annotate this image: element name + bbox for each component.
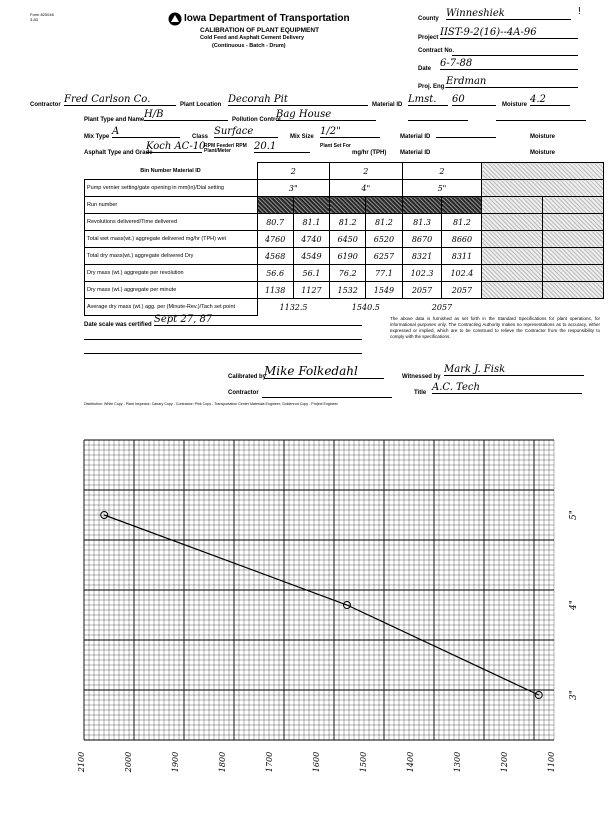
moisture-label-3: Moisture	[530, 150, 556, 156]
calibrated-label: Calibrated by	[228, 374, 267, 380]
row-label: Average dry mass (wt.) agg. per (Minute-Rev.)/Tach set point	[85, 299, 258, 316]
row-label: Pump vernier setting/gate opening in mm(in)/Dial setting	[85, 180, 258, 197]
x-tick-label: 1100	[547, 751, 556, 773]
material-id-value: Lmst.	[408, 94, 448, 106]
contractor-footer-label: Contractor	[228, 390, 259, 396]
table-row	[85, 299, 604, 316]
cell: 6520	[366, 231, 402, 248]
x-tick-label: 1900	[171, 751, 180, 773]
plant-location-value: Decorah Pit	[228, 94, 368, 106]
contractor-label: Contractor	[30, 102, 61, 108]
table-row	[85, 214, 604, 231]
date-certified-label: Date scale was certified	[84, 322, 152, 328]
disclaimer-text: The above data is furnished as set forth in the Standard Specifications for plant operations, for informational purposes only. The Contracting Authority makes no representations as to accuracy, either expressed or implied, which are to be construed to relieve the Contractor from the responsibility to comply with the specifications.	[390, 316, 600, 339]
material-id-label-2: Material ID	[400, 134, 431, 140]
agency-name: Iowa Department of Transportation	[184, 13, 350, 24]
x-tick-label: 1700	[265, 751, 274, 773]
blank-column	[482, 163, 604, 180]
cell	[257, 197, 293, 214]
county-label: County	[418, 16, 439, 22]
contract-label: Contract No.	[418, 48, 454, 54]
mix-type-label: Mix Type	[84, 134, 110, 140]
proj-eng-label: Proj. Eng.	[418, 84, 447, 90]
class-label: Class	[192, 134, 209, 140]
blank-cell	[482, 197, 543, 214]
form-number: Form 820046 3-83	[30, 12, 54, 22]
pollution-label: Pollution Control	[232, 117, 281, 123]
plant-type-label: Plant Type and Name	[84, 117, 145, 123]
cell: 8670	[402, 231, 442, 248]
cell: 77.1	[366, 265, 402, 282]
moisture-value: 4.2	[530, 94, 570, 106]
calibration-table	[84, 162, 604, 316]
blank-cell	[482, 214, 543, 231]
cell: 56.1	[293, 265, 329, 282]
x-tick-label: 1800	[218, 751, 227, 773]
pollution-value: Bag House	[276, 109, 376, 121]
cell: 2057	[442, 282, 482, 299]
footer-line-1	[84, 338, 362, 340]
date-label: Date	[418, 66, 432, 72]
date-value: 6-7-88	[440, 58, 578, 70]
blank-cell	[543, 248, 604, 265]
cell: 1540.5	[351, 302, 380, 312]
cell: 5"	[402, 180, 482, 197]
cell: 4"	[330, 180, 403, 197]
blank-cell	[543, 197, 604, 214]
blank-cell	[543, 231, 604, 248]
cell: 80.7	[257, 214, 293, 231]
plant-type-value: H/B	[144, 109, 228, 121]
blank-cell	[543, 214, 604, 231]
x-tick-label: 1500	[359, 751, 368, 773]
cell: 8321	[402, 248, 442, 265]
bin-value: 2	[402, 163, 482, 180]
row-label: Revolutions delivered/Time delivered	[85, 214, 258, 231]
row-label: Run number	[85, 197, 258, 214]
graph-marks	[77, 510, 579, 773]
cell: 4549	[293, 248, 329, 265]
cell: 102.4	[442, 265, 482, 282]
x-tick-label: 2100	[77, 751, 86, 773]
table-row	[85, 265, 604, 282]
mix-type-value: A	[112, 126, 180, 138]
graph-grid	[84, 440, 554, 740]
distribution-text: Distribution: White Copy - Plant Inspector; Canary Copy - Contractor; Pink Copy - Transportation Center Materials Engineer; Goldenrod Copy - Project Engineer	[84, 402, 338, 406]
moisture-label-2: Moisture	[530, 134, 556, 140]
blank-cell	[543, 265, 604, 282]
contract-value	[452, 54, 578, 56]
cell	[330, 197, 366, 214]
witnessed-signature: Mark J. Fisk	[444, 364, 584, 376]
title-value: A.C. Tech	[432, 382, 582, 394]
blank-cell	[482, 180, 604, 197]
x-tick-label: 2000	[124, 751, 133, 773]
bin-header-label: Bin Number Material ID	[140, 167, 201, 174]
project-label: Project	[418, 35, 439, 41]
table-row	[85, 197, 604, 214]
table-row	[85, 231, 604, 248]
rpm-label: RPM Feeder/ RPM Plant/Meter	[204, 143, 247, 154]
percent-value: 60	[452, 94, 496, 106]
cell	[402, 197, 442, 214]
cell: 1127	[293, 282, 329, 299]
row-label: Dry mass (wt.) aggregate per revolution	[85, 265, 258, 282]
title-label: Title	[414, 390, 427, 396]
cell: 1132.5	[279, 302, 308, 312]
form-title: CALIBRATION OF PLANT EQUIPMENT	[200, 27, 320, 34]
asphalt-label: Asphalt Type and Grade	[84, 150, 153, 156]
class-value: Surface	[214, 126, 278, 138]
mix-size-value: 1/2"	[320, 126, 380, 138]
county-value: Winneshiek	[446, 8, 571, 20]
cell: 76.2	[330, 265, 366, 282]
cell: 2057	[402, 282, 442, 299]
footer-line-2	[84, 352, 362, 354]
bin-value: 2	[330, 163, 403, 180]
x-tick-label: 1400	[406, 751, 415, 773]
cell: 4740	[293, 231, 329, 248]
cell: 4760	[257, 231, 293, 248]
form-subtitle-2: (Continuous - Batch - Drum)	[212, 43, 286, 49]
witnessed-label: Witnessed by	[402, 374, 441, 380]
cell: 102.3	[402, 265, 442, 282]
x-tick-label: 1200	[500, 751, 509, 773]
gate-label: 4"	[569, 600, 579, 610]
material-id-label-3: Material ID	[400, 150, 431, 156]
row-label: Total dry mass(wt.) aggregate delivered Dry	[85, 248, 258, 265]
table-row	[85, 282, 604, 299]
cell: 1138	[257, 282, 293, 299]
date-certified-value: Sept 27, 87	[154, 314, 362, 326]
bin-value: 2	[257, 163, 330, 180]
cell: 56.6	[257, 265, 293, 282]
project-value: IIST-9-2(16)--4A-96	[440, 27, 578, 39]
moisture-label: Moisture	[502, 102, 528, 108]
calibrated-signature: Mike Folkedahl	[264, 364, 384, 379]
cell: 81.3	[402, 214, 442, 231]
cell	[442, 197, 482, 214]
blank-cell	[482, 265, 543, 282]
line-row3-a	[436, 136, 496, 138]
cell: 8311	[442, 248, 482, 265]
table-row	[85, 248, 604, 265]
cell: 1532	[330, 282, 366, 299]
cell: 6257	[366, 248, 402, 265]
gate-label: 3"	[569, 690, 579, 700]
contractor-value: Fred Carlson Co.	[64, 94, 176, 106]
calibration-graph	[77, 410, 594, 810]
tph-label: mg/hr (TPH)	[352, 150, 387, 156]
cell: 6190	[330, 248, 366, 265]
cell: 81.2	[442, 214, 482, 231]
blank-cell	[543, 282, 604, 299]
material-id-label: Material ID	[372, 102, 403, 108]
table-header-row	[85, 163, 604, 180]
rpm-value: 20.1	[254, 141, 310, 153]
x-tick-label: 1300	[453, 751, 462, 773]
cell: 2057	[431, 302, 453, 312]
cell	[366, 197, 402, 214]
line-row2-a	[408, 119, 468, 121]
cell: 8660	[442, 231, 482, 248]
row-label: Total wet mass(wt.) aggregate delivered mg/hr (TPH) wet	[85, 231, 258, 248]
row-label: Dry mass (wt.) aggregate per minute	[85, 282, 258, 299]
cell: 1549	[366, 282, 402, 299]
corner-mark: !	[578, 6, 581, 17]
cell: 6450	[330, 231, 366, 248]
line-row2-b	[496, 119, 586, 121]
cell: 81.2	[366, 214, 402, 231]
cell	[293, 197, 329, 214]
iowa-dot-logo-icon	[168, 12, 182, 26]
cell: 4568	[257, 248, 293, 265]
blank-cell	[482, 231, 543, 248]
asphalt-value: Koch AC-10	[146, 141, 206, 152]
plant-set-label: Plant Set For	[320, 143, 351, 149]
proj-eng-value: Erdman	[446, 76, 578, 88]
cell: 81.1	[293, 214, 329, 231]
plant-location-label: Plant Location	[180, 102, 222, 108]
cell: 81.2	[330, 214, 366, 231]
cell: 3"	[257, 180, 330, 197]
x-tick-label: 1600	[312, 751, 321, 773]
blank-cell	[482, 248, 543, 265]
gate-label: 5"	[569, 510, 579, 520]
blank-cell	[482, 282, 543, 299]
contractor-footer-line	[262, 396, 392, 398]
form-subtitle-1: Cold Feed and Asphalt Cement Delivery	[200, 35, 305, 41]
blank-cell	[482, 299, 604, 316]
table-row	[85, 180, 604, 197]
mix-size-label: Mix Size	[290, 134, 314, 140]
